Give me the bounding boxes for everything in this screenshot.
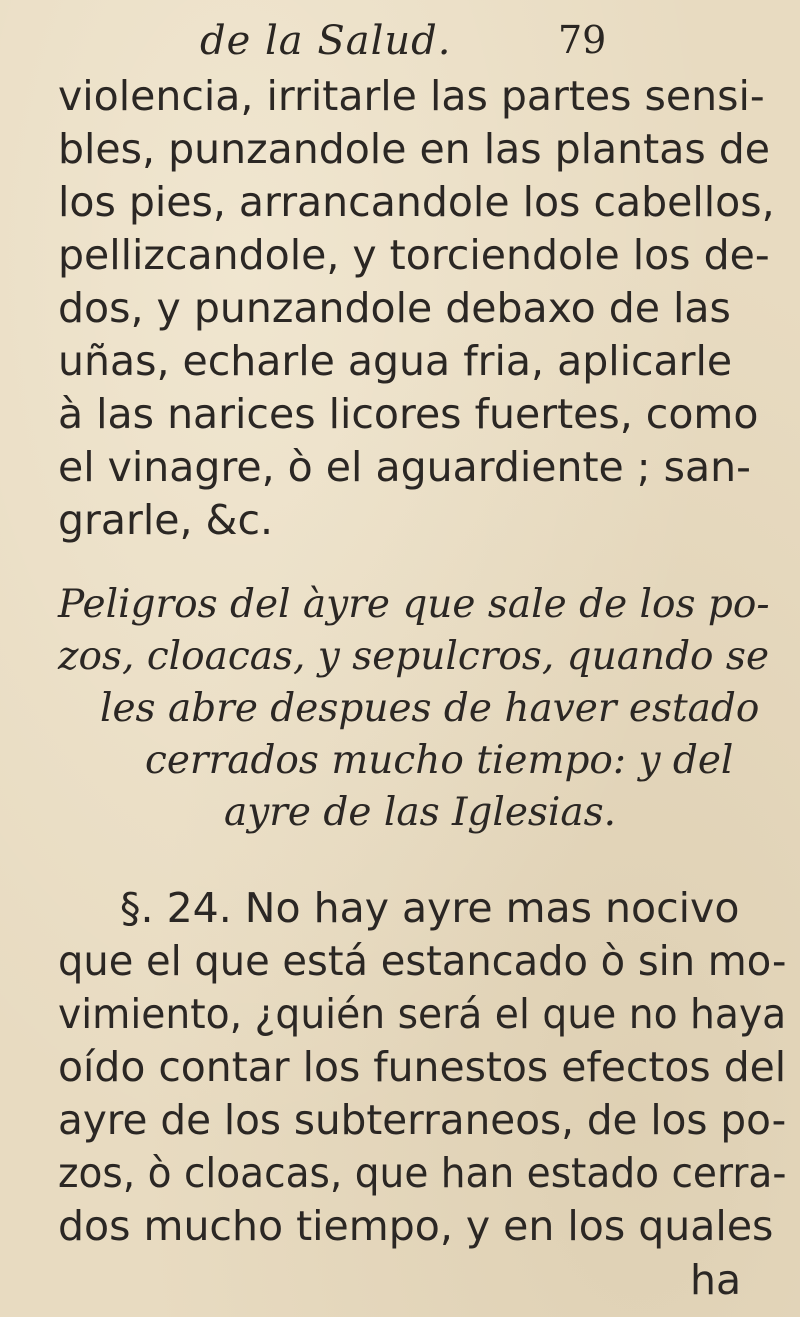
text-line: el vinagre, ò el aguardiente ; san- xyxy=(58,443,751,491)
section-heading-line: ayre de las Iglesias. xyxy=(224,790,617,835)
section-heading-line: cerrados mucho tiempo: y del xyxy=(145,738,734,783)
text-line: pellizcandole, y torciendole los de- xyxy=(58,231,770,279)
text-line: bles, punzandole en las plantas de xyxy=(58,125,770,173)
running-title: de la Salud. xyxy=(200,18,452,64)
text-line: ayre de los subterraneos, de los po- xyxy=(58,1096,787,1144)
text-line: violencia, irritarle las partes sensi- xyxy=(58,72,765,120)
text-line: §. 24. No hay ayre mas nocivo xyxy=(120,884,740,932)
text-line: à las narices licores fuertes, como xyxy=(58,390,759,438)
section-heading-line: zos, cloacas, y sepulcros, quando se xyxy=(58,634,770,679)
text-line: dos, y punzandole debaxo de las xyxy=(58,284,731,332)
text-line: uñas, echarle agua fria, aplicarle xyxy=(58,337,733,385)
page-number: 79 xyxy=(558,18,607,62)
text-line: los pies, arrancandole los cabellos, xyxy=(58,178,775,226)
text-line: grarle, &c. xyxy=(58,496,274,544)
text-line: oído contar los funestos efectos del xyxy=(58,1043,787,1091)
section-heading-line: Peligros del àyre que sale de los po- xyxy=(58,582,770,627)
text-line: vimiento, ¿quién será el que no haya xyxy=(58,990,787,1038)
text-line: dos mucho tiempo, y en los quales xyxy=(58,1202,774,1250)
catchword: ha xyxy=(690,1256,742,1304)
text-line: zos, ò cloacas, que han estado cerra- xyxy=(58,1149,787,1197)
section-heading-line: les abre despues de haver estado xyxy=(100,686,760,731)
text-line: que el que está estancado ò sin mo- xyxy=(58,937,787,985)
